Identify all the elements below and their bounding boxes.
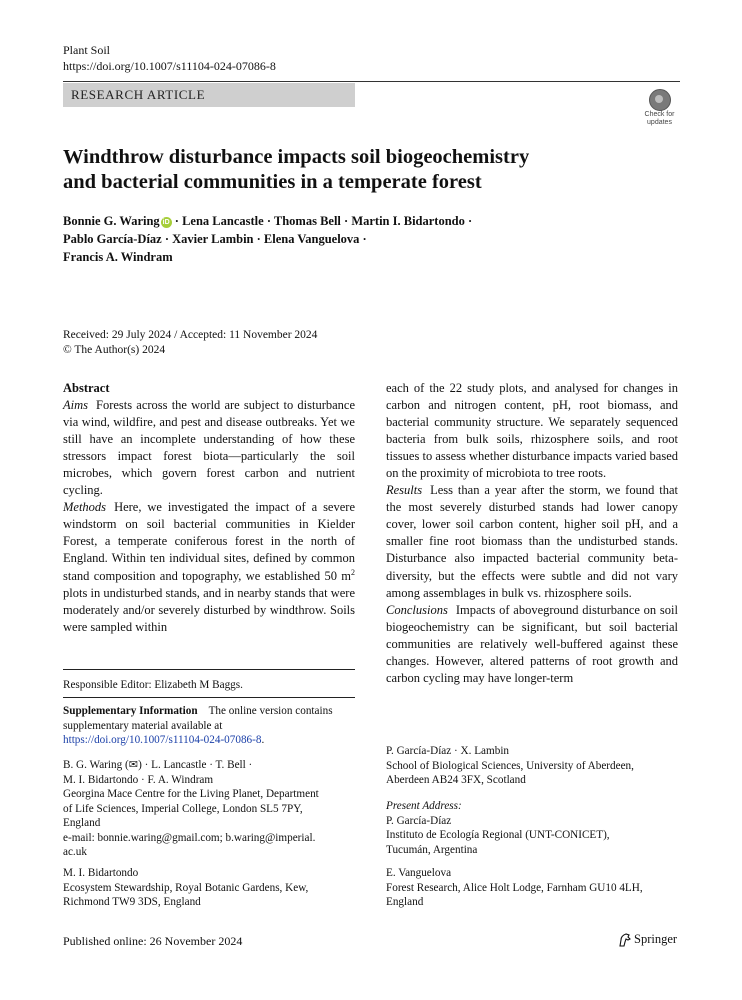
present-address: Present Address: P. García-Díaz Instituto de Ecología Regional (UNT-CONICET), Tucumán, Argentina <box>386 799 678 857</box>
abstract-left-column <box>63 380 355 636</box>
abstract-results: Results Less than a year after the storm, we found that the most severely disturbed stands had lower canopy cover, lower soil carbon content, higher soil pH, and a smaller fine root biomass than the undisturbed stands. Disturbance also impacted bacterial community beta-diversity, but the effects were subtle and did not vary among assemblages in bulk vs. rhizosphere soils. <box>386 483 678 600</box>
abstract-conclusions: Conclusions Impacts of aboveground disturbance on soil biogeochemistry can be significant, but soil bacterial communities are relatively well-buffered against these changes. However, altered patterns of root growth and carbon cycling may have longer-term <box>386 602 678 685</box>
affiliation-4-line: Instituto de Ecología Regional (UNT-CONICET), <box>386 829 610 841</box>
affiliation-1 <box>63 758 355 860</box>
affiliation-4-line: Tucumán, Argentina <box>386 843 478 856</box>
affiliation-1-line: e-mail: bonnie.waring@gmail.com; b.waring@imperial. <box>63 831 316 844</box>
orcid-icon[interactable]: iD <box>162 219 170 226</box>
affiliation-3-line: School of Biological Sciences, University of Aberdeen, <box>386 759 634 772</box>
springer-logo: Springer <box>618 932 677 947</box>
affiliation-1-line: M. I. Bidartondo · F. A. Windram <box>63 773 214 786</box>
footnote-rule-2 <box>63 697 355 698</box>
affiliation-4-line: P. García-Díaz <box>386 814 452 827</box>
check-updates-icon <box>649 89 671 111</box>
running-header <box>63 42 276 74</box>
affiliation-2 <box>63 866 355 910</box>
supplementary-link[interactable]: https://doi.org/10.1007/s11104-024-07086-8 <box>63 734 262 746</box>
supplementary-info: Supplementary Information The online version contains supplementary material available at https://doi.org/10.1007/s11104-024-07086-8. <box>63 705 333 746</box>
footnote-rule <box>63 669 355 670</box>
journal-name: Plant Soil <box>63 43 111 57</box>
abstract-methods-continued: each of the 22 study plots, and analysed for changes in carbon and nitrogen content, pH, root biomass, and bacterial community structure. We separately sequenced bacteria from bulk soils, rhizosphere soils, and root tissues to assess whether disturbance impacts varied based on the proximity of microbiota to tree roots. <box>386 381 678 481</box>
abstract-aims: Aims Forests across the world are subject to disturbance via wind, wildfire, and pest and disease outbreaks. Yet we still have an incomplete understanding of how these stressors impact forest biota—particularly the soil microbes, which govern forest carbon and nutrient cycling. <box>63 398 355 498</box>
affiliation-1-line: Georgina Mace Centre for the Living Planet, Department <box>63 788 319 800</box>
article-title: Windthrow disturbance impacts soil biogeochemistry and bacterial communities in a temperate forest <box>63 146 530 193</box>
affiliation-5-line: Forest Research, Alice Holt Lodge, Farnham GU10 4LH, <box>386 881 643 894</box>
affiliation-3 <box>386 744 678 788</box>
check-for-updates-badge[interactable]: Check for updates <box>639 89 680 129</box>
author-list: Bonnie G. Waring iD · Lena Lancastle · Thomas Bell · Martin I. Bidartondo · Pablo García-Díaz · Xavier Lambin · Elena Vanguelova · Francis A. Windram <box>63 214 473 264</box>
affiliation-1-line: ac.uk <box>63 846 87 858</box>
header-rule <box>63 81 680 82</box>
affiliation-5-line: E. Vanguelova <box>386 867 452 879</box>
abstract-heading: Abstract <box>63 381 110 395</box>
affiliation-1-line: of Life Sciences, Imperial College, London SL5 7PY, <box>63 802 303 815</box>
abstract-right-column <box>386 380 678 687</box>
affiliation-5-line: England <box>386 896 424 908</box>
responsible-editor: Responsible Editor: Elizabeth M Baggs. <box>63 679 243 691</box>
article-type-banner <box>63 83 355 107</box>
published-online: Published online: 26 November 2024 <box>63 934 243 948</box>
affiliation-1-line: B. G. Waring (✉) · L. Lancastle · T. Bell · <box>63 759 253 771</box>
affiliation-2-line: Ecosystem Stewardship, Royal Botanic Gardens, Kew, <box>63 881 309 894</box>
article-dates: Received: 29 July 2024 / Accepted: 11 November 2024 © The Author(s) 2024 <box>63 329 318 356</box>
affiliation-3-line: Aberdeen AB24 3FX, Scotland <box>386 774 526 786</box>
doi-link[interactable]: https://doi.org/10.1007/s11104-024-07086-8 <box>63 59 276 73</box>
affiliation-2-line: M. I. Bidartondo <box>63 867 139 879</box>
affiliation-3-line: P. García-Díaz · X. Lambin <box>386 745 510 757</box>
article-type: RESEARCH ARTICLE <box>71 87 206 102</box>
affiliation-1-line: England <box>63 817 101 829</box>
affiliation-2-line: Richmond TW9 3DS, England <box>63 896 201 908</box>
affiliation-5 <box>386 866 678 910</box>
springer-horse-icon <box>618 933 631 947</box>
abstract-methods: Methods Here, we investigated the impact of a severe windstorm on soil bacterial communities in Kielder Forest, a temperate coniferous forest in the north of England. Within ten individual sites, defined by common stand composition and topography, we established 50 $m^2$ plots in undisturbed stands, and in nearby stands that were moderately and/or severely disturbed by windthrow. Soils were sampled within <box>63 500 355 634</box>
author-name[interactable]: Bonnie G. Waring <box>63 214 160 228</box>
